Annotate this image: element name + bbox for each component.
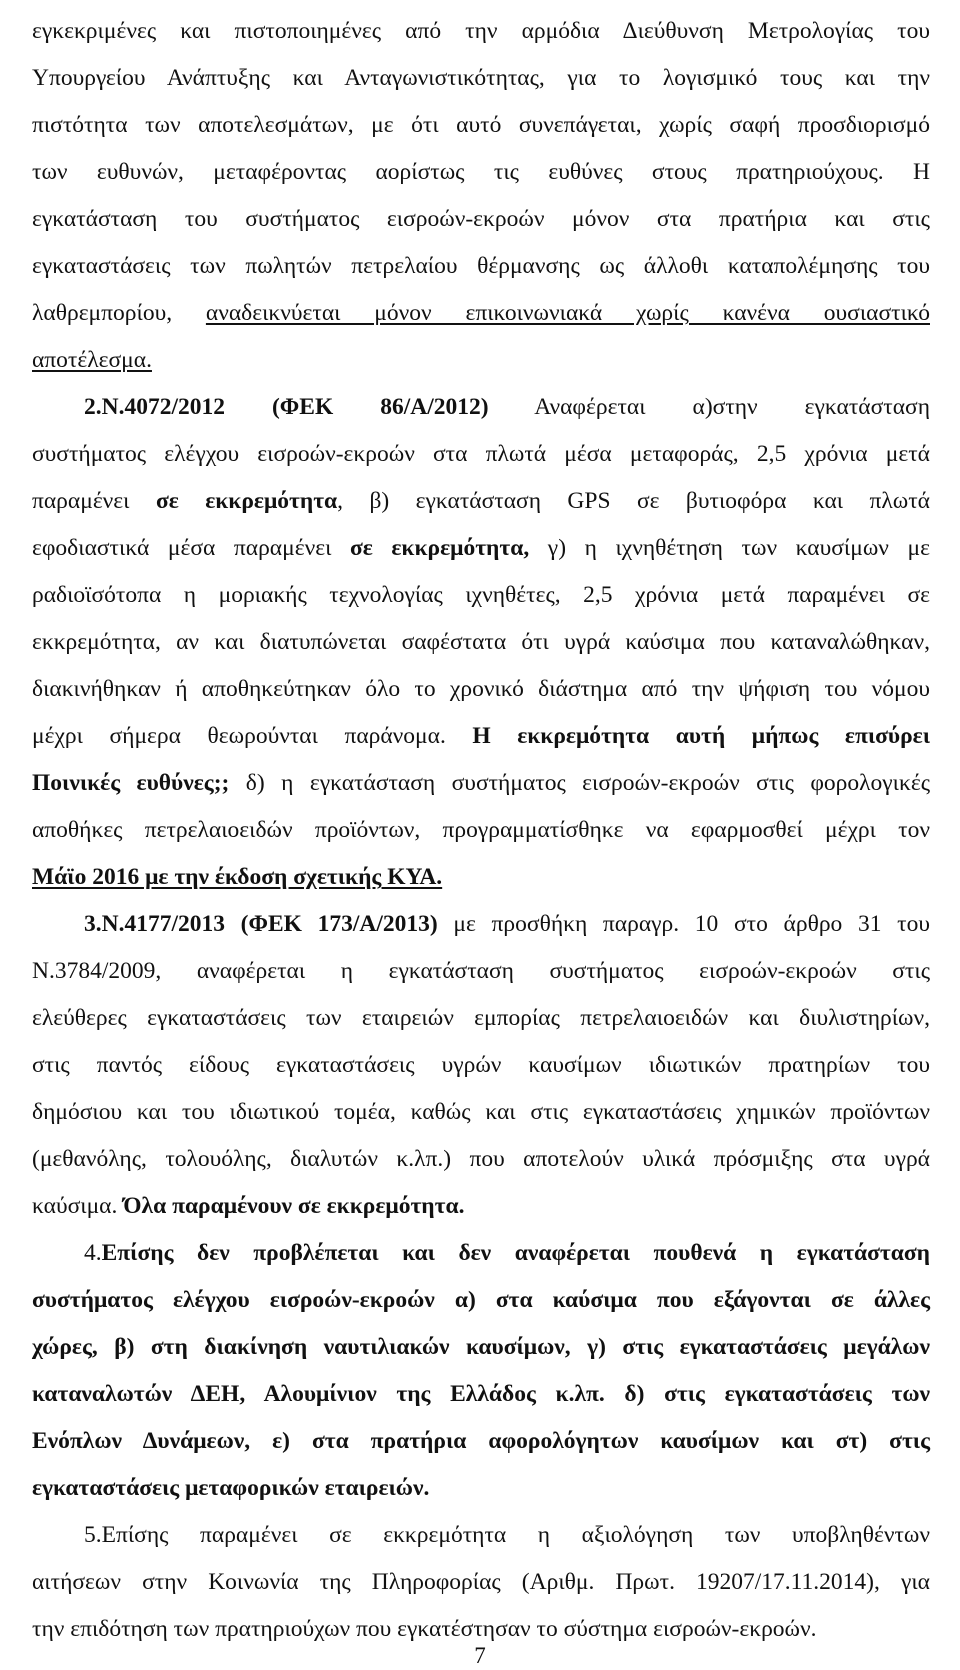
text-segment: διακινήθηκαν ή αποθηκεύτηκαν όλο το χρονικό διάστημα από την ψήφιση του νόμου (32, 676, 930, 702)
text-line (32, 1566, 930, 1598)
text-segment: ελεύθερες εγκαταστάσεις των εταιρειών εμπορίας πετρελαιοειδών και διυλιστηρίων, (32, 1005, 930, 1031)
text-segment: Ενόπλων Δυνάμεων, ε) στα πρατήρια αφορολόγητων καυσίμων και στ) στις (32, 1428, 930, 1454)
text-segment: εγκατάσταση του συστήματος εισροών-εκροών μόνον στα πρατήρια και στις (32, 206, 930, 232)
text-line (32, 250, 930, 282)
text-segment: εγκαταστάσεις των πωλητών πετρελαίου θέρμανσης ως άλλοθι καταπολέμησης του (32, 253, 930, 279)
text-line (32, 344, 930, 376)
text-segment: (μεθανόλης, τολουόλης, διαλυτών κ.λπ.) που αποτελούν υλικά πρόσμιξης στα υγρά (32, 1146, 930, 1172)
text-line (32, 532, 930, 564)
text-segment: 5.Επίσης παραμένει σε εκκρεμότητα η αξιολόγηση των υποβληθέντων (84, 1522, 930, 1548)
text-segment: αποτέλεσμα. (32, 347, 152, 373)
text-segment: , β) εγκατάσταση GPS σε βυτιοφόρα και πλωτά (337, 488, 930, 514)
text-line (32, 908, 930, 940)
text-line (32, 1519, 930, 1551)
text-segment: Υπουργείου Ανάπτυξης και Ανταγωνιστικότητας, για το λογισμικό τους και την (32, 65, 930, 91)
text-line (32, 109, 930, 141)
text-line (32, 861, 930, 893)
text-segment: καταναλωτών ΔΕΗ, Αλουμίνιον της Ελλάδος κ.λπ. δ) στις εγκαταστάσεις των (32, 1381, 930, 1407)
text-segment: γ) η ιχνηθέτηση των καυσίμων με (529, 535, 930, 561)
text-line (32, 203, 930, 235)
text-line (32, 297, 930, 329)
text-segment: Αναφέρεται α)στην εγκατάσταση (488, 394, 930, 420)
text-segment: Ν.3784/2009, αναφέρεται η εγκατάσταση συστήματος εισροών-εκροών στις (32, 958, 930, 984)
text-segment: στις παντός είδους εγκαταστάσεις υγρών καυσίμων ιδιωτικών πρατηρίων του (32, 1052, 930, 1078)
text-segment: 2.Ν.4072/2012 (ΦΕΚ 86/Α/2012) (84, 394, 489, 420)
text-line (32, 1237, 930, 1269)
text-line (32, 1049, 930, 1081)
text-segment: παραμένει (32, 488, 156, 514)
text-line (32, 1096, 930, 1128)
text-line (32, 438, 930, 470)
text-line (32, 1143, 930, 1175)
text-segment: δημόσιου και του ιδιωτικού τομέα, καθώς και στις εγκαταστάσεις χημικών προϊόντων (32, 1099, 930, 1125)
text-line (32, 814, 930, 846)
text-segment: Η εκκρεμότητα αυτή μήπως επισύρει (472, 723, 931, 749)
text-line (32, 156, 930, 188)
text-segment: 4. (84, 1240, 102, 1266)
text-segment: συστήματος ελέγχου εισροών-εκροών α) στα καύσιμα που εξάγονται σε άλλες (32, 1287, 930, 1313)
text-segment: με προσθήκη παραγρ. 10 στο άρθρο 31 του (437, 911, 930, 937)
text-segment: εφοδιαστικά μέσα παραμένει (32, 535, 350, 561)
text-line (32, 1378, 930, 1410)
text-segment: εγκαταστάσεις μεταφορικών εταιρειών. (32, 1475, 430, 1501)
text-segment: αιτήσεων στην Κοινωνία της Πληροφορίας (Αριθμ. Πρωτ. 19207/17.11.2014), για (32, 1569, 930, 1595)
text-line (32, 485, 930, 517)
text-segment: καύσιμα. (32, 1193, 124, 1219)
text-line (32, 1331, 930, 1363)
text-line (32, 1002, 930, 1034)
text-line (32, 720, 930, 752)
text-segment: των ευθυνών, μεταφέροντας αορίστως τις ευθύνες στους πρατηριούχους. Η (32, 159, 930, 185)
text-line (32, 1613, 930, 1645)
text-segment: μέχρι σήμερα θεωρούνται παράνομα. (32, 723, 473, 749)
text-segment: συστήματος ελέγχου εισροών-εκροών στα πλωτά μέσα μεταφοράς, 2,5 χρόνια μετά (32, 441, 930, 467)
text-segment: χώρες, β) στη διακίνηση ναυτιλιακών καυσίμων, γ) στις εγκαταστάσεις μεγάλων (32, 1334, 930, 1360)
text-line (32, 15, 930, 47)
text-line (32, 391, 930, 423)
text-line (32, 1472, 930, 1504)
text-line (32, 1425, 930, 1457)
text-segment: 3.Ν.4177/2013 (ΦΕΚ 173/Α/2013) (84, 911, 438, 937)
text-segment: σε εκκρεμότητα (155, 488, 338, 514)
text-line (32, 626, 930, 658)
text-segment: εκκρεμότητα, αν και διατυπώνεται σαφέστατα ότι υγρά καύσιμα που καταναλώθηκαν, (32, 629, 930, 655)
text-segment: Όλα παραμένουν σε εκκρεμότητα. (123, 1193, 465, 1219)
text-line (32, 579, 930, 611)
text-segment: αναδεικνύεται μόνον επικοινωνιακά χωρίς κανένα ουσιαστικό (205, 300, 930, 326)
text-line (32, 1190, 930, 1222)
text-segment: Μάϊο 2016 με την έκδοση σχετικής ΚΥΑ. (32, 864, 443, 890)
text-line (32, 1284, 930, 1316)
text-segment: την επιδότηση των πρατηριούχων που εγκατέστησαν το σύστημα εισροών-εκροών. (32, 1616, 817, 1642)
page-number: 7 (474, 1643, 486, 1668)
text-segment: σε εκκρεμότητα, (349, 535, 530, 561)
text-segment: αποθήκες πετρελαιοειδών προϊόντων, προγραμματίσθηκε να εφαρμοσθεί μέχρι τον (32, 817, 930, 843)
text-segment: δ) η εγκατάσταση συστήματος εισροών-εκροών στις φορολογικές (229, 770, 930, 796)
text-segment: Επίσης δεν προβλέπεται και δεν αναφέρεται πουθενά η εγκατάσταση (101, 1240, 930, 1266)
text-segment: λαθρεμπορίου, (32, 300, 206, 326)
text-line (32, 767, 930, 799)
text-segment: πιστότητα των αποτελεσμάτων, με ότι αυτό συνεπάγεται, χωρίς σαφή προσδιορισμό (32, 112, 930, 138)
text-line (32, 673, 930, 705)
text-segment: εγκεκριμένες και πιστοποιημένες από την αρμόδια Διεύθυνση Μετρολογίας του (32, 18, 930, 44)
text-line (32, 62, 930, 94)
text-segment: Ποινικές ευθύνες;; (32, 770, 230, 796)
text-segment: ραδιοϊσότοπα η μοριακής τεχνολογίας ιχνηθέτες, 2,5 χρόνια μετά παραμένει σε (32, 582, 930, 608)
text-line (32, 955, 930, 987)
